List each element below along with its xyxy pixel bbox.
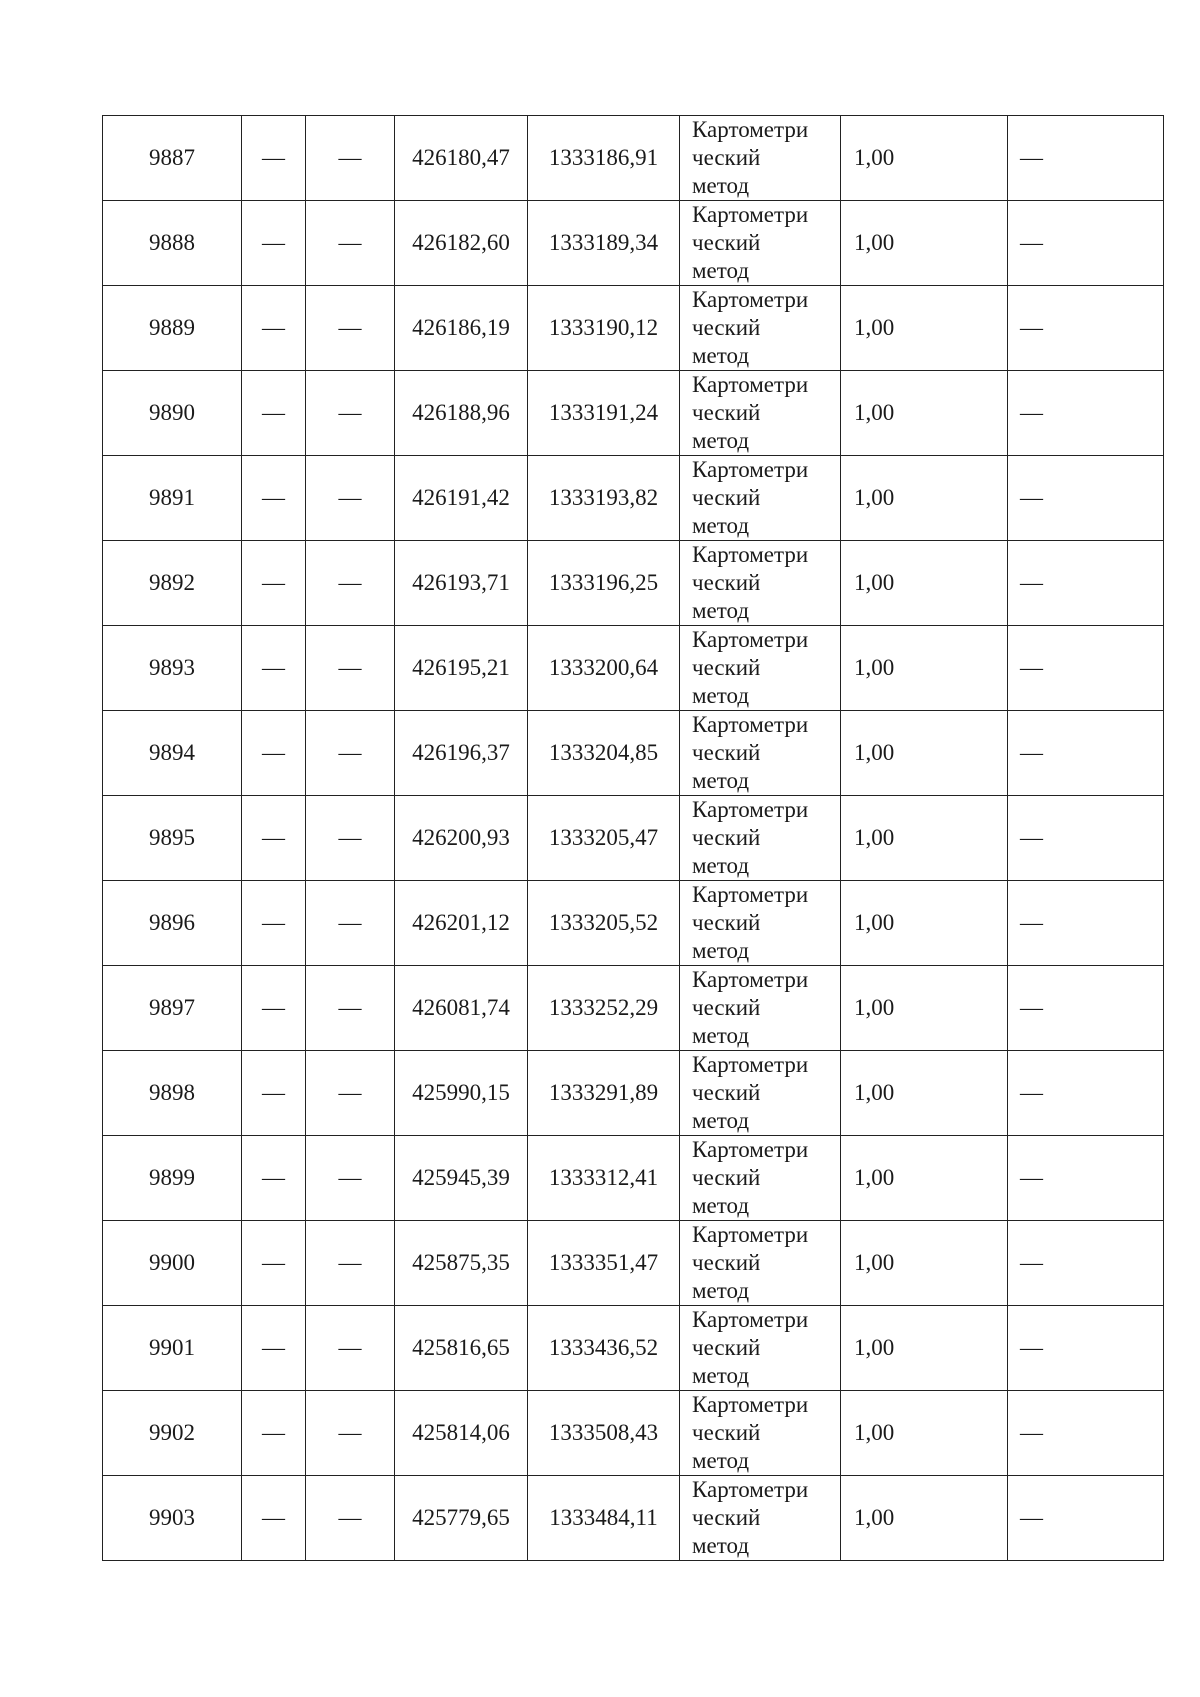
dash-cell: — [1008, 1221, 1164, 1306]
point-number-cell: 9891 [103, 456, 242, 541]
point-number-cell: 9890 [103, 371, 242, 456]
x-coordinate-cell: 426196,37 [395, 711, 528, 796]
x-coordinate-cell: 426081,74 [395, 966, 528, 1051]
point-number-cell: 9892 [103, 541, 242, 626]
dash-cell: — [242, 796, 306, 881]
method-text-line: метод [692, 258, 750, 283]
method-text-line: Картометри [692, 882, 809, 907]
y-coordinate-cell: 1333205,52 [528, 881, 680, 966]
accuracy-cell: 1,00 [841, 1476, 1008, 1561]
dash-cell: — [306, 541, 395, 626]
point-number-cell: 9888 [103, 201, 242, 286]
accuracy-cell: 1,00 [841, 1391, 1008, 1476]
method-text-line: метод [692, 853, 750, 878]
table-row [103, 286, 1164, 371]
table-row [103, 881, 1164, 966]
accuracy-cell: 1,00 [841, 796, 1008, 881]
method-text-line: ческий [692, 485, 761, 510]
x-coordinate-cell: 426193,71 [395, 541, 528, 626]
method-text-line: Картометри [692, 1477, 809, 1502]
method-cell [680, 201, 841, 286]
dash-cell: — [242, 116, 306, 201]
method-cell [680, 881, 841, 966]
method-text-line: Картометри [692, 712, 809, 737]
x-coordinate-cell: 426201,12 [395, 881, 528, 966]
dash-cell: — [1008, 796, 1164, 881]
method-text-line: ческий [692, 740, 761, 765]
x-coordinate-cell: 425990,15 [395, 1051, 528, 1136]
method-cell [680, 286, 841, 371]
method-text-line: метод [692, 683, 750, 708]
dash-cell: — [306, 1221, 395, 1306]
point-number-cell: 9896 [103, 881, 242, 966]
method-cell [680, 1306, 841, 1391]
method-text-line: ческий [692, 655, 761, 680]
method-cell [680, 1136, 841, 1221]
method-text-line: ческий [692, 230, 761, 255]
y-coordinate-cell: 1333312,41 [528, 1136, 680, 1221]
point-number-cell: 9889 [103, 286, 242, 371]
dash-cell: — [1008, 881, 1164, 966]
method-cell [680, 711, 841, 796]
dash-cell: — [1008, 1306, 1164, 1391]
dash-cell: — [242, 626, 306, 711]
point-number-cell: 9893 [103, 626, 242, 711]
dash-cell: — [242, 1306, 306, 1391]
dash-cell: — [242, 201, 306, 286]
point-number-cell: 9887 [103, 116, 242, 201]
dash-cell: — [306, 116, 395, 201]
y-coordinate-cell: 1333291,89 [528, 1051, 680, 1136]
x-coordinate-cell: 426195,21 [395, 626, 528, 711]
method-text-line: Картометри [692, 287, 809, 312]
method-text-line: Картометри [692, 627, 809, 652]
accuracy-cell: 1,00 [841, 626, 1008, 711]
dash-cell: — [1008, 1476, 1164, 1561]
x-coordinate-cell: 425816,65 [395, 1306, 528, 1391]
dash-cell: — [306, 1391, 395, 1476]
dash-cell: — [1008, 966, 1164, 1051]
table-row [103, 1221, 1164, 1306]
method-text-line: метод [692, 1533, 750, 1558]
method-cell [680, 116, 841, 201]
method-text-line: Картометри [692, 542, 809, 567]
method-cell [680, 1391, 841, 1476]
method-cell [680, 456, 841, 541]
dash-cell: — [1008, 1391, 1164, 1476]
method-text-line: Картометри [692, 117, 809, 142]
dash-cell: — [306, 881, 395, 966]
method-text-line: Картометри [692, 797, 809, 822]
point-number-cell: 9902 [103, 1391, 242, 1476]
y-coordinate-cell: 1333200,64 [528, 626, 680, 711]
table-body [103, 116, 1164, 1561]
method-text-line: Картометри [692, 967, 809, 992]
method-text-line: Картометри [692, 202, 809, 227]
dash-cell: — [306, 1476, 395, 1561]
table-row [103, 1051, 1164, 1136]
x-coordinate-cell: 426188,96 [395, 371, 528, 456]
method-text-line: Картометри [692, 1307, 809, 1332]
method-cell [680, 796, 841, 881]
dash-cell: — [242, 456, 306, 541]
y-coordinate-cell: 1333189,34 [528, 201, 680, 286]
method-text-line: метод [692, 513, 750, 538]
dash-cell: — [1008, 201, 1164, 286]
dash-cell: — [242, 1476, 306, 1561]
x-coordinate-cell: 426200,93 [395, 796, 528, 881]
table-row [103, 1306, 1164, 1391]
dash-cell: — [306, 371, 395, 456]
table-row [103, 1476, 1164, 1561]
dash-cell: — [242, 1136, 306, 1221]
method-text-line: метод [692, 173, 750, 198]
table-row [103, 116, 1164, 201]
accuracy-cell: 1,00 [841, 1051, 1008, 1136]
method-text-line: метод [692, 938, 750, 963]
dash-cell: — [1008, 456, 1164, 541]
dash-cell: — [1008, 371, 1164, 456]
point-number-cell: 9897 [103, 966, 242, 1051]
dash-cell: — [306, 286, 395, 371]
point-number-cell: 9903 [103, 1476, 242, 1561]
dash-cell: — [306, 626, 395, 711]
method-text-line: ческий [692, 570, 761, 595]
dash-cell: — [1008, 1051, 1164, 1136]
y-coordinate-cell: 1333193,82 [528, 456, 680, 541]
method-text-line: Картометри [692, 1052, 809, 1077]
method-text-line: ческий [692, 1505, 761, 1530]
method-text-line: Картометри [692, 1222, 809, 1247]
dash-cell: — [242, 881, 306, 966]
method-cell [680, 626, 841, 711]
dash-cell: — [1008, 541, 1164, 626]
method-text-line: ческий [692, 825, 761, 850]
accuracy-cell: 1,00 [841, 371, 1008, 456]
accuracy-cell: 1,00 [841, 116, 1008, 201]
accuracy-cell: 1,00 [841, 456, 1008, 541]
y-coordinate-cell: 1333190,12 [528, 286, 680, 371]
accuracy-cell: 1,00 [841, 286, 1008, 371]
method-text-line: Картометри [692, 457, 809, 482]
method-text-line: метод [692, 1108, 750, 1133]
accuracy-cell: 1,00 [841, 1136, 1008, 1221]
method-text-line: метод [692, 598, 750, 623]
table-row [103, 1391, 1164, 1476]
dash-cell: — [242, 541, 306, 626]
x-coordinate-cell: 425814,06 [395, 1391, 528, 1476]
y-coordinate-cell: 1333196,25 [528, 541, 680, 626]
y-coordinate-cell: 1333351,47 [528, 1221, 680, 1306]
accuracy-cell: 1,00 [841, 966, 1008, 1051]
method-cell [680, 1476, 841, 1561]
method-text-line: метод [692, 1448, 750, 1473]
method-text-line: ческий [692, 910, 761, 935]
dash-cell: — [306, 1136, 395, 1221]
point-number-cell: 9895 [103, 796, 242, 881]
point-number-cell: 9899 [103, 1136, 242, 1221]
method-text-line: метод [692, 1023, 750, 1048]
point-number-cell: 9901 [103, 1306, 242, 1391]
dash-cell: — [242, 1051, 306, 1136]
table-row [103, 966, 1164, 1051]
y-coordinate-cell: 1333508,43 [528, 1391, 680, 1476]
method-text-line: Картометри [692, 1392, 809, 1417]
dash-cell: — [1008, 626, 1164, 711]
dash-cell: — [242, 1391, 306, 1476]
y-coordinate-cell: 1333484,11 [528, 1476, 680, 1561]
method-text-line: ческий [692, 1250, 761, 1275]
coordinates-table [102, 115, 1164, 1561]
x-coordinate-cell: 426182,60 [395, 201, 528, 286]
method-cell [680, 371, 841, 456]
method-text-line: Картометри [692, 1137, 809, 1162]
method-text-line: Картометри [692, 372, 809, 397]
point-number-cell: 9894 [103, 711, 242, 796]
method-text-line: ческий [692, 145, 761, 170]
table-row [103, 711, 1164, 796]
x-coordinate-cell: 426191,42 [395, 456, 528, 541]
accuracy-cell: 1,00 [841, 1221, 1008, 1306]
dash-cell: — [1008, 711, 1164, 796]
method-cell [680, 541, 841, 626]
method-text-line: метод [692, 768, 750, 793]
method-text-line: метод [692, 428, 750, 453]
y-coordinate-cell: 1333204,85 [528, 711, 680, 796]
dash-cell: — [306, 1051, 395, 1136]
point-number-cell: 9900 [103, 1221, 242, 1306]
accuracy-cell: 1,00 [841, 201, 1008, 286]
accuracy-cell: 1,00 [841, 711, 1008, 796]
table-row [103, 541, 1164, 626]
table-row [103, 796, 1164, 881]
method-text-line: ческий [692, 1420, 761, 1445]
point-number-cell: 9898 [103, 1051, 242, 1136]
y-coordinate-cell: 1333205,47 [528, 796, 680, 881]
dash-cell: — [242, 711, 306, 796]
dash-cell: — [242, 371, 306, 456]
dash-cell: — [306, 711, 395, 796]
dash-cell: — [1008, 286, 1164, 371]
table-row [103, 201, 1164, 286]
table-row [103, 1136, 1164, 1221]
dash-cell: — [306, 966, 395, 1051]
dash-cell: — [242, 966, 306, 1051]
method-text-line: ческий [692, 1165, 761, 1190]
dash-cell: — [242, 1221, 306, 1306]
table-row [103, 456, 1164, 541]
method-text-line: метод [692, 343, 750, 368]
x-coordinate-cell: 426186,19 [395, 286, 528, 371]
dash-cell: — [1008, 116, 1164, 201]
x-coordinate-cell: 425945,39 [395, 1136, 528, 1221]
dash-cell: — [306, 796, 395, 881]
method-text-line: ческий [692, 315, 761, 340]
method-cell [680, 1221, 841, 1306]
method-text-line: ческий [692, 1080, 761, 1105]
method-text-line: ческий [692, 1335, 761, 1360]
table-row [103, 626, 1164, 711]
x-coordinate-cell: 425779,65 [395, 1476, 528, 1561]
x-coordinate-cell: 426180,47 [395, 116, 528, 201]
y-coordinate-cell: 1333252,29 [528, 966, 680, 1051]
method-text-line: ческий [692, 400, 761, 425]
method-cell [680, 966, 841, 1051]
accuracy-cell: 1,00 [841, 881, 1008, 966]
dash-cell: — [306, 201, 395, 286]
method-cell [680, 1051, 841, 1136]
accuracy-cell: 1,00 [841, 1306, 1008, 1391]
y-coordinate-cell: 1333436,52 [528, 1306, 680, 1391]
accuracy-cell: 1,00 [841, 541, 1008, 626]
method-text-line: ческий [692, 995, 761, 1020]
method-text-line: метод [692, 1363, 750, 1388]
method-text-line: метод [692, 1193, 750, 1218]
method-text-line: метод [692, 1278, 750, 1303]
x-coordinate-cell: 425875,35 [395, 1221, 528, 1306]
y-coordinate-cell: 1333186,91 [528, 116, 680, 201]
dash-cell: — [242, 286, 306, 371]
dash-cell: — [306, 456, 395, 541]
y-coordinate-cell: 1333191,24 [528, 371, 680, 456]
table-row [103, 371, 1164, 456]
dash-cell: — [1008, 1136, 1164, 1221]
dash-cell: — [306, 1306, 395, 1391]
